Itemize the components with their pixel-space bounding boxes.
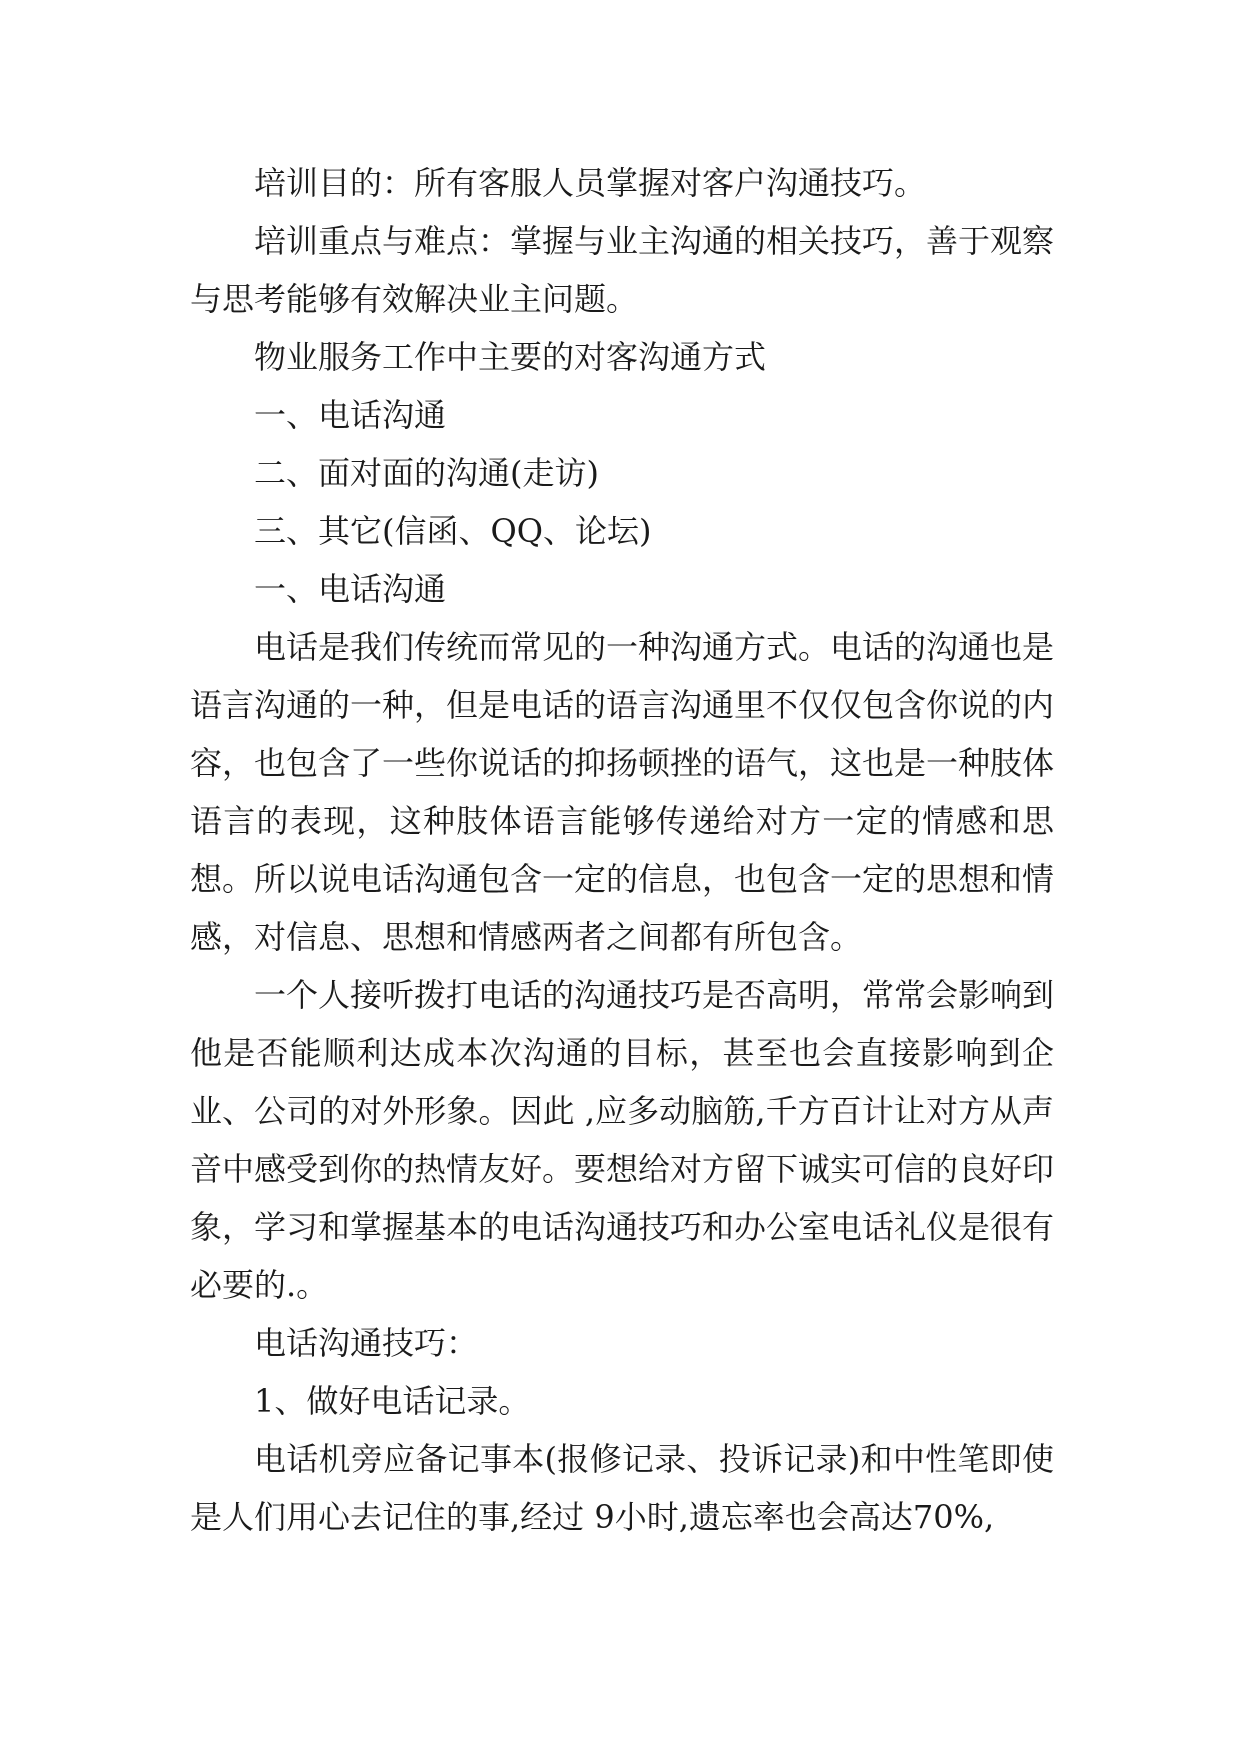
list-item-other: 三、其它(信函、QQ、论坛) — [254, 512, 652, 550]
section-heading-phone: 一、电话沟通 — [254, 570, 447, 608]
list-item-phone: 一、电话沟通 — [254, 396, 447, 434]
paragraph-training-focus: 培训重点与难点：掌握与业主沟通的相关技巧，善于观察与思考能够有效解决业主问题。 — [190, 222, 1055, 318]
document-body — [190, 154, 1054, 1546]
paragraph-notebook-advice: 电话机旁应备记事本(报修记录、投诉记录)和中性笔即使是人们用心去记住的事,经过 9小时,遗忘率也会高达70%, — [190, 1440, 1054, 1536]
paragraph-phone-skills-importance: 一个人接听拨打电话的沟通技巧是否高明，常常会影响到他是否能顺利达成本次沟通的目标，甚至也会直接影响到企业、公司的对外形象。因此 ,应多动脑筋,千方百计让对方从声音中感受到你的热情友好。要想给对方留下诚实可信的良好印象，学习和掌握基本的电话沟通技巧和办公室电话礼仪是很有必要的.。 — [190, 976, 1055, 1304]
list-item-phone-records: 1、做好电话记录。 — [254, 1382, 531, 1420]
list-item-face-to-face: 二、面对面的沟通(走访) — [254, 454, 599, 492]
paragraph-communication-methods-heading: 物业服务工作中主要的对客沟通方式 — [254, 338, 767, 376]
subheading-phone-skills: 电话沟通技巧： — [254, 1324, 479, 1362]
paragraph-training-purpose: 培训目的：所有客服人员掌握对客户沟通技巧。 — [254, 164, 927, 202]
paragraph-phone-description: 电话是我们传统而常见的一种沟通方式。电话的沟通也是语言沟通的一种，但是电话的语言沟通里不仅仅包含你说的内容，也包含了一些你说话的抑扬顿挫的语气，这也是一种肢体语言的表现，这种肢体语言能够传递给对方一定的情感和思想。所以说电话沟通包含一定的信息，也包含一定的思想和情感，对信息、思想和情感两者之间都有所包含。 — [190, 628, 1055, 956]
